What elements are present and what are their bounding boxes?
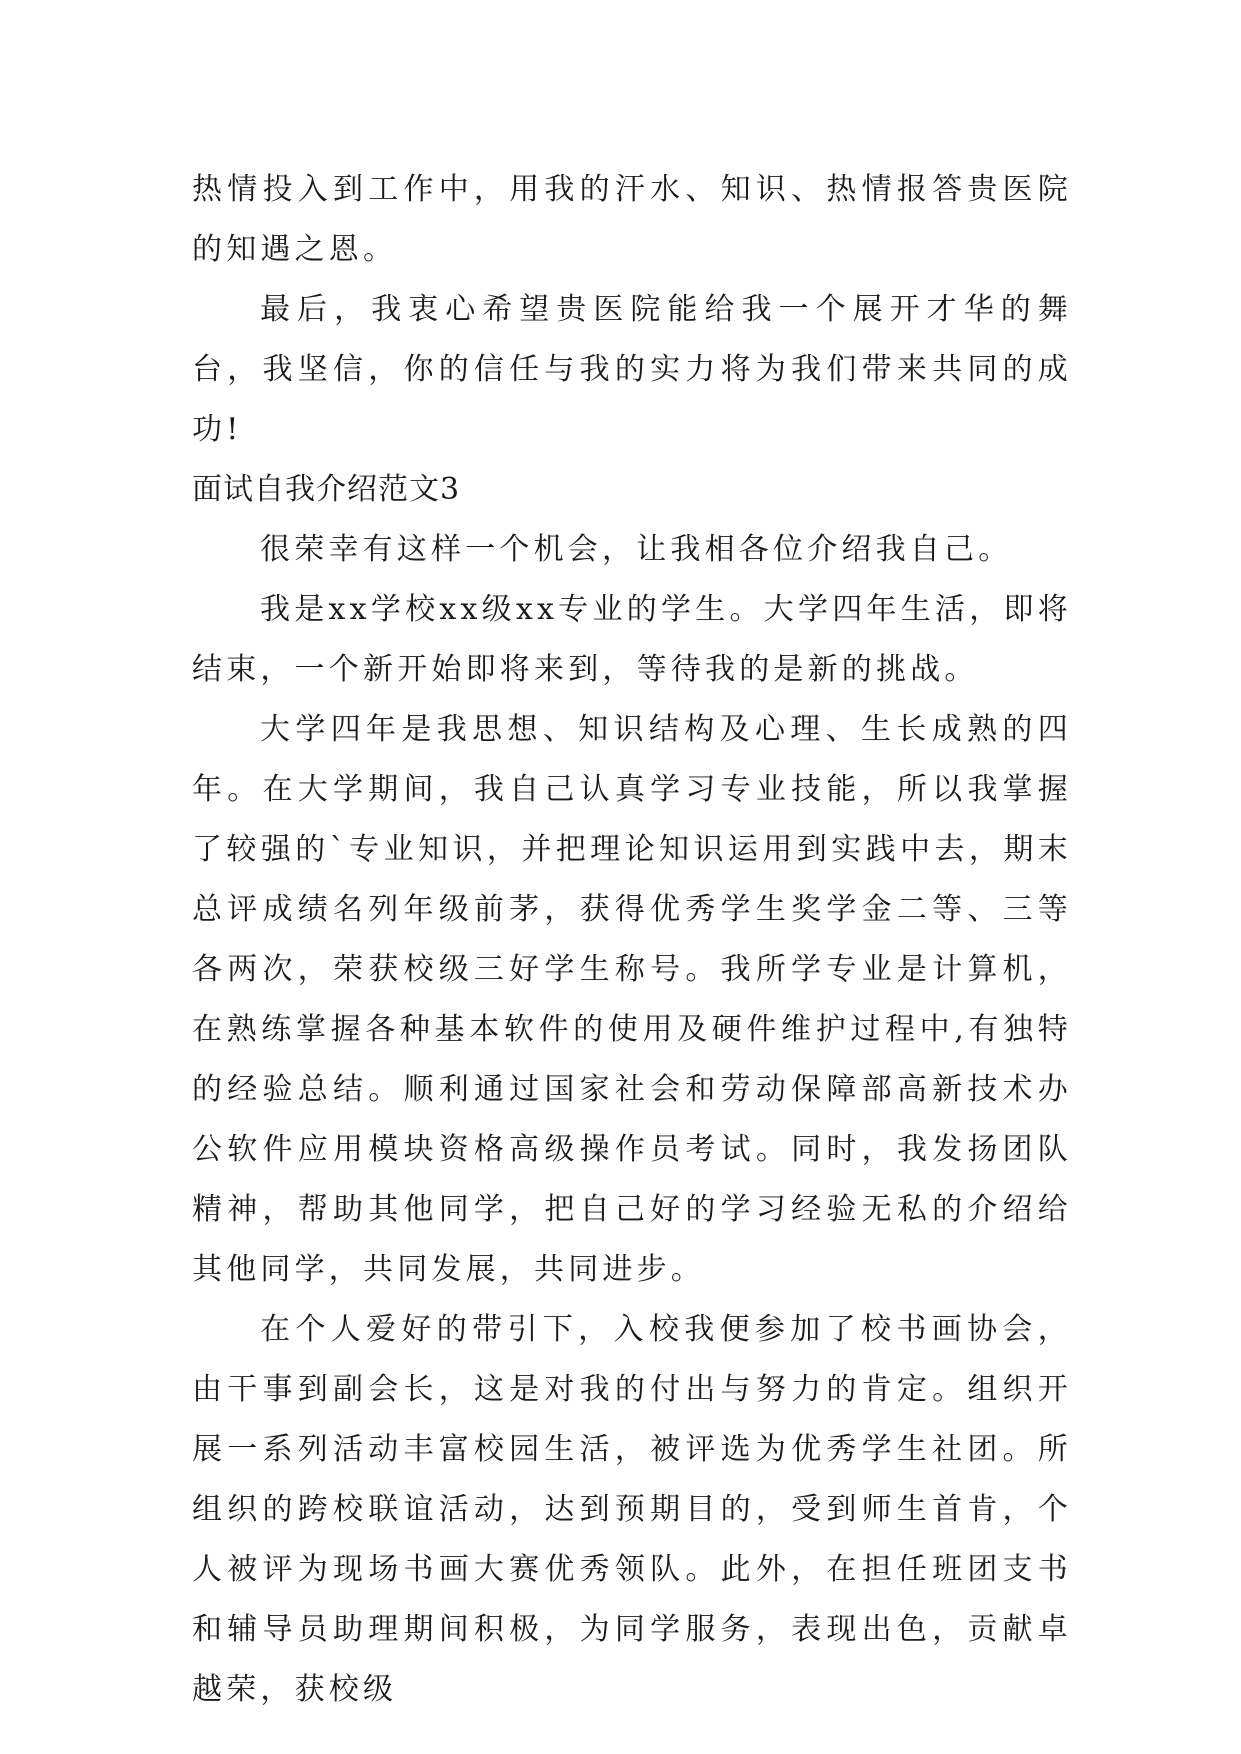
section-heading: 面试自我介绍范文3	[192, 472, 461, 507]
paragraph-closing: 最后，我衷心希望贵医院能给我一个展开才华的舞台，我坚信，你的信任与我的实力将为我们带来共同的成功!	[192, 292, 1072, 447]
paragraph-activities: 在个人爱好的带引下，入校我便参加了校书画协会，由干事到副会长，这是对我的付出与努力的肯定。组织开展一系列活动丰富校园生活，被评选为优秀学生社团。所组织的跨校联谊活动，达到预期目的，受到师生首肯，个人被评为现场书画大赛优秀领队。此外，在担任班团支书和辅导员助理期间积极，为同学服务，表现出色，贡献卓越荣，获校级	[192, 1312, 1072, 1707]
paragraph-continuation: 热情投入到工作中，用我的汗水、知识、热情报答贵医院的知遇之恩。	[192, 172, 1072, 267]
paragraph-identity: 我是xx学校xx级xx专业的学生。大学四年生活，即将结束，一个新开始即将来到，等待我的是新的挑战。	[192, 592, 1072, 687]
paragraph-intro: 很荣幸有这样一个机会，让我相各位介绍我自己。	[260, 532, 1013, 567]
paragraph-study: 大学四年是我思想、知识结构及心理、生长成熟的四年。在大学期间，我自己认真学习专业技能，所以我掌握了较强的`专业知识，并把理论知识运用到实践中去，期末总评成绩名列年级前茅，获得优秀学生奖学金二等、三等各两次，荣获校级三好学生称号。我所学专业是计算机，在熟练掌握各种基本软件的使用及硬件维护过程中,有独特的经验总结。顺利通过国家社会和劳动保障部高新技术办公软件应用模块资格高级操作员考试。同时，我发扬团队精神，帮助其他同学，把自己好的学习经验无私的介绍给其他同学，共同发展，共同进步。	[192, 712, 1072, 1287]
document-body	[192, 160, 1072, 1720]
